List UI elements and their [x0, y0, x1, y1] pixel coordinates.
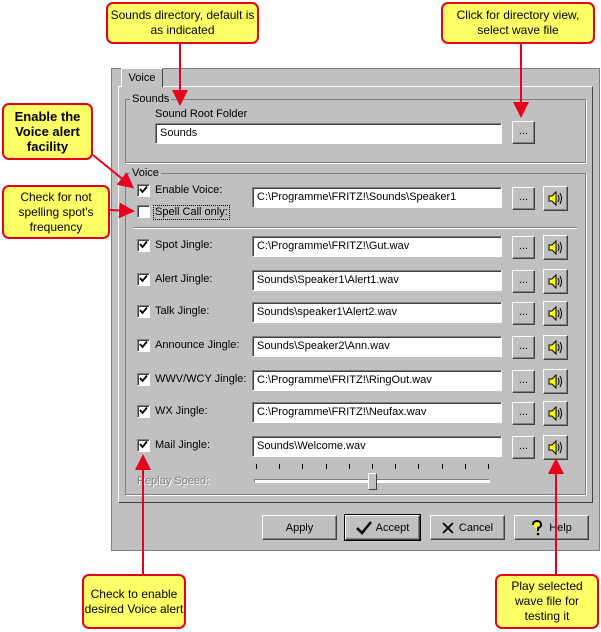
jingle-file-input[interactable]: Sounds\Speaker1\Alert1.wav [252, 270, 502, 291]
speaker-icon [547, 273, 564, 290]
jingle-play-button[interactable] [543, 235, 568, 260]
jingle-file-input[interactable]: C:\Programme\FRITZ!\RingOut.wav [252, 370, 502, 391]
jingle-checkbox[interactable] [137, 305, 150, 318]
jingle-label: Spot Jingle: [155, 239, 213, 251]
help-button-label: Help [549, 521, 572, 534]
jingle-checkbox[interactable] [137, 405, 150, 418]
jingle-file-input[interactable]: Sounds\Speaker2\Ann.wav [252, 336, 502, 357]
jingle-label: Mail Jingle: [155, 439, 211, 451]
jingle-browse-button[interactable]: ... [512, 270, 535, 293]
slider-tick [302, 464, 303, 469]
jingle-label: Announce Jingle: [155, 339, 240, 351]
checkmark-icon [139, 240, 148, 249]
jingle-checkbox[interactable] [137, 439, 150, 452]
sounds-group-label: Sounds [132, 93, 170, 105]
help-question-icon [531, 520, 543, 536]
enable-voice-label: Enable Voice: [155, 184, 223, 196]
jingle-file-input[interactable]: Sounds\Welcome.wav [252, 436, 502, 457]
voice-folder-browse-button[interactable]: ... [512, 187, 535, 210]
cancel-button-label: Cancel [458, 521, 494, 534]
apply-button[interactable] [262, 515, 337, 540]
checkmark-icon [139, 440, 148, 449]
checkmark-icon [139, 306, 148, 315]
jingle-browse-button[interactable]: ... [512, 402, 535, 425]
jingle-play-button[interactable] [543, 369, 568, 394]
speaker-icon [547, 239, 564, 256]
speaker-icon [547, 405, 564, 422]
slider-tick [372, 464, 373, 469]
callout-sounds-directory: Sounds directory, default is as indicated [106, 2, 259, 44]
checkmark-icon [139, 406, 148, 415]
voice-folder-play-button[interactable] [543, 186, 568, 211]
callout-enable-alert: Check to enable desired Voice alert [82, 574, 186, 629]
close-icon [442, 522, 454, 534]
speaker-icon [547, 305, 564, 322]
jingle-file-input[interactable]: C:\Programme\FRITZ!\Neufax.wav [252, 402, 502, 423]
replay-speed-thumb[interactable] [368, 473, 377, 490]
help-button[interactable] [514, 515, 589, 540]
jingle-play-button[interactable] [543, 301, 568, 326]
speaker-icon [547, 190, 564, 207]
voice-folder-input[interactable]: C:\Programme\FRITZ!\Sounds\Speaker1 [252, 187, 502, 208]
jingle-browse-button[interactable]: ... [512, 436, 535, 459]
separator [133, 227, 577, 229]
jingle-browse-button[interactable]: ... [512, 370, 535, 393]
accept-button-label: Accept [375, 521, 410, 534]
jingle-label: Talk Jingle: [155, 305, 210, 317]
slider-tick [279, 464, 280, 469]
voice-group-label: Voice [132, 167, 159, 179]
enable-voice-checkbox[interactable] [137, 184, 150, 197]
jingle-label: Alert Jingle: [155, 273, 213, 285]
callout-directory-view: Click for directory view, select wave file [441, 2, 595, 44]
callout-play-wave: Play selected wave file for testing it [495, 574, 599, 629]
jingle-checkbox[interactable] [137, 373, 150, 386]
slider-tick [395, 464, 396, 469]
sound-root-browse-button[interactable]: ... [512, 121, 535, 144]
checkmark-icon [139, 274, 148, 283]
jingle-file-input[interactable]: C:\Programme\FRITZ!\Gut.wav [252, 236, 502, 257]
slider-tick [349, 464, 350, 469]
jingle-play-button[interactable] [543, 269, 568, 294]
speaker-icon [547, 373, 564, 390]
jingle-label: WX Jingle: [155, 405, 208, 417]
replay-speed-slider[interactable] [252, 464, 492, 490]
jingle-play-button[interactable] [543, 335, 568, 360]
checkmark-icon [139, 340, 148, 349]
checkmark-icon [139, 374, 148, 383]
jingle-file-input[interactable]: Sounds\speaker1\Alert2.wav [252, 302, 502, 323]
callout-enable-voice: Enable the Voice alert facility [2, 103, 93, 160]
speaker-icon [547, 439, 564, 456]
accept-button[interactable] [345, 515, 420, 540]
slider-tick [326, 464, 327, 469]
spell-call-checkbox[interactable] [137, 205, 150, 218]
spell-call-label: Spell Call only: [155, 206, 228, 218]
sound-root-folder-input[interactable]: Sounds [155, 123, 502, 144]
jingle-checkbox[interactable] [137, 339, 150, 352]
callout-spell-check: Check for not spelling spot's frequency [2, 185, 110, 239]
slider-tick [465, 464, 466, 469]
tab-voice[interactable]: Voice [121, 68, 163, 87]
checkmark-icon [356, 521, 372, 535]
replay-speed-label: Replay Speed: [137, 475, 210, 487]
slider-tick [256, 464, 257, 469]
jingle-browse-button[interactable]: ... [512, 336, 535, 359]
slider-tick [442, 464, 443, 469]
jingle-play-button[interactable] [543, 401, 568, 426]
checkmark-icon [139, 185, 148, 194]
jingle-label: WWV/WCY Jingle: [155, 373, 247, 385]
jingle-checkbox[interactable] [137, 273, 150, 286]
jingle-checkbox[interactable] [137, 239, 150, 252]
slider-tick [418, 464, 419, 469]
sound-root-folder-label: Sound Root Folder [155, 108, 248, 120]
speaker-icon [547, 339, 564, 356]
jingle-browse-button[interactable]: ... [512, 236, 535, 259]
apply-button-label: Apply [285, 521, 314, 534]
jingle-browse-button[interactable]: ... [512, 302, 535, 325]
cancel-button[interactable] [430, 515, 505, 540]
slider-tick [488, 464, 489, 469]
jingle-play-button[interactable] [543, 435, 568, 460]
